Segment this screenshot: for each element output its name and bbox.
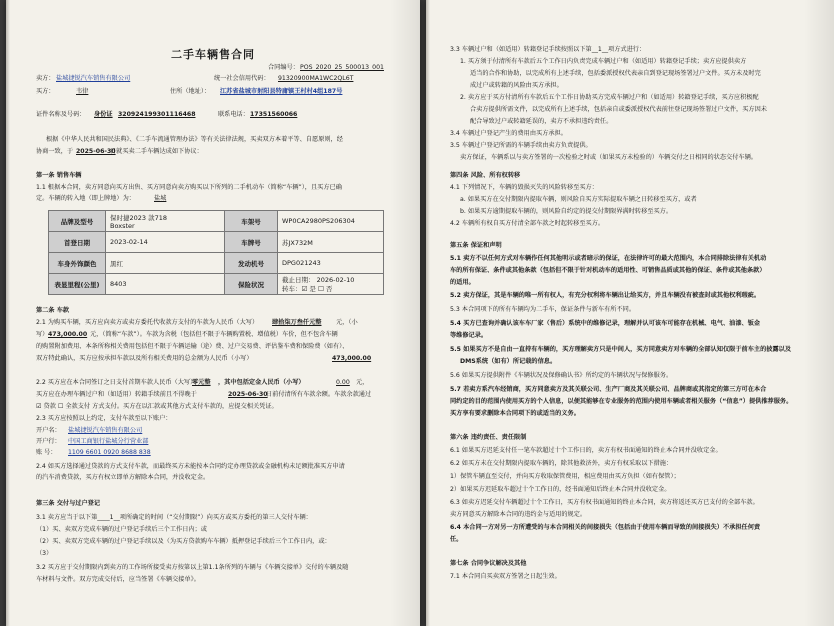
clause-5-5: 5.5 如果买方不是自由一直持有车辆的，买方理解卖方只是中间人，买方同意卖方对车辆的全部认知仅限于前车主的披露以及 (450, 346, 792, 353)
clause-text: 卖方同意买方解除本合同的违约金与适用的规定。 (450, 511, 587, 518)
contract-number-label: 合同编号： (268, 64, 299, 71)
article1-p1: 1.1 根据本合同，卖方同意向买方出售、买方同意向卖方购买以下所列的二手机动车（简称“车辆”），且买方已确 (36, 184, 342, 191)
clause-5-4: 5.4 买方已查询并确认该车车厂家（售后）系统中的维修记录，理解并认可该车可能存在机械、电气、油漆、钣金 (450, 320, 761, 327)
clause-text: 成过户或转籍的风险由买方承担。 (470, 82, 563, 89)
table-cell (106, 211, 225, 232)
bank-label: 开户行： (36, 438, 61, 445)
price-small: 473,000.00 (48, 331, 88, 338)
plate-number: 苏JX732M (278, 232, 384, 253)
id-number: 320924199301116468 (118, 111, 196, 118)
clause-5-3: 5.3 本合同项下的所有车辆均为二手车，保证条件与新车有所不同。 (450, 306, 636, 313)
article2-p5b: ，其中包括定金人民币（小写） (218, 379, 305, 386)
clause-text: 卖方保证，车辆系以与卖方签署的一次检验之时或（如果买方未检验的）车辆交付之日相同的状态交付车辆。 (460, 154, 757, 161)
article2-p6: 买方应在办理车辆过户和（如适用）转籍手续前且不得晚于 (36, 391, 197, 398)
clause-text: b. 如果买方逾期提取车辆的，则风险自约定的提交付期限界满时转移至买方。 (460, 208, 673, 215)
article3-p5: 3.2 买方应于交付期限内到卖方的工作场所接受卖方按第以上第1.1条所列的车辆与《车辆交接单》交付的车辆及随 (36, 564, 349, 571)
bank-name: 中国工商银行盐城分行营业部 (68, 438, 149, 445)
article2-p5a: 2.2 买方应在本合同签订之日支付首期车款人民币（大写） (36, 379, 197, 386)
clause-4-1: 4.1 下列情况下，车辆的毁损灭失的风险转移至买方： (450, 184, 598, 191)
clause-text: 任。 (450, 536, 463, 543)
clause-text: 车的所有保证、条件或其他条款（包括但不限于针对机动车的适用性、可销售品质或其他的保证、条件或其他条款） (450, 267, 766, 274)
preamble-line1: 根据《中华人民共和国民法典》、《二手车流通管理办法》等有关法律法规，买卖双方本着平等、自愿原则，经 (46, 136, 343, 143)
first-registration-date: 2023-02-14 (106, 232, 225, 253)
article3-heading: 第三条 交付与过户登记 (36, 500, 101, 507)
account-name: 盐城捷锐汽车销售有限公司 (68, 427, 143, 434)
table-row (49, 211, 384, 232)
clause-6-1: 6.1 如果买方迟延支付任一笔车款超过十个工作日的，卖方有权书面通知的终止本合同并没收定金。 (450, 447, 722, 454)
contract-page-right (426, 0, 834, 626)
table-header: 车身外饰颜色 (49, 253, 106, 274)
article3-p1: 3.1 卖方应当于以下第____1__项所确定的时间（“交付期限”）向买方或买方委托的第三人交付车辆： (36, 514, 312, 521)
article2-p8: 2.3 买方应按照以上约定，支付车款至以下账户： (36, 415, 172, 422)
clause-3-5: 3.5 车辆过户登记所需的车辆手续由卖方负责提供。 (450, 142, 592, 149)
clause-text: 2）如果买方迟延取车超过十个工作日的，经书面通知后终止本合同并没收定金。 (450, 486, 671, 493)
clause-text: 1. 买方须于付清所有车款后五个工作日内负责完成车辆过户和（如适用）转籍登记手续；卖方应提供卖方 (460, 58, 747, 65)
seller-label: 卖方： (36, 75, 55, 82)
table-header: 品牌及型号 (49, 211, 106, 232)
address: 江苏省盐城市射阳县特庸镇王村村4组187号 (220, 88, 343, 95)
mileage: 8403 (106, 274, 225, 295)
article6-heading: 第六条 违约责任、责任限制 (450, 434, 527, 441)
article2-p1a: 2.1 为购买车辆，买方应向卖方或卖方委托代收款方支付的车款为人民币（大写） (36, 319, 259, 326)
deposit-small: 0.00 (336, 379, 350, 386)
clause-text: 2. 卖方应于买方付清所有车款后五个工作日协助买方完成车辆过户和（如适用）转籍登记手续，买方应积极配 (460, 94, 759, 101)
insurance-transfer: 转车：☑ 是 ☐ 否 (282, 285, 333, 293)
article3-p3: （2）买、卖双方完成车辆的过户登记手续以及（为买方贷款购车车辆）抵押登记手续后三个工作日内，或： (36, 538, 331, 545)
clause-text: 等维修记录。 (450, 332, 488, 339)
payment-method: ☑ 贷款 ☐ 全款支付 方式支付。买方在以汇款或其他方式支付车款的，应提交相关凭证。 (36, 403, 278, 410)
table-row (49, 253, 384, 274)
article2-p2b: 元，（简称“车款”）。车款为含税（包括但不限于车辆购置税、增值税）车价，但不包含车辆 (90, 331, 338, 338)
article2-p3: 的购置附加费用、本条所称相关费用包括但不限于车辆运输（途）费、过户交易费、评估鉴车费和保险费（如有）、 (36, 343, 349, 350)
account-number: 1109 6601 0920 8688 838 (68, 449, 151, 456)
clause-text: 同约定的目的范围内使用买方的个人信息，以便其能够在专业服务的范围内使用车辆或者相关服务（“信息”）提供推荐服务。 (450, 398, 793, 405)
vin: WP0CA2980PS206304 (278, 211, 384, 232)
clause-text: 合卖方提供所需文件，以完成所有上述手续，包括亲自或委派授权代表前往登记现场签署过户文件，买方因未 (470, 106, 767, 113)
vehicle-table (48, 210, 384, 295)
clause-text: 配合导致过户或转籍延误的，卖方不承担违约责任。 (470, 118, 613, 125)
article2-heading: 第二条 车款 (36, 307, 70, 314)
clause-text: 的适用。 (450, 279, 475, 286)
clause-3-3: 3.3 车辆过户和（如适用）转籍登记手续按照以下第__1__项方式进行： (450, 46, 646, 53)
page-shadow (804, 0, 834, 626)
page-shadow (426, 0, 430, 626)
article2-p6b: 日前付清所有车款余额。车款余款通过 (266, 391, 372, 398)
credit-code-label: 统一社会信用代码： (214, 75, 270, 82)
transfer-place: 盐城 (154, 195, 167, 202)
article1-heading: 第一条 销售车辆 (36, 172, 82, 179)
buyer-label: 买方： (36, 88, 55, 95)
table-cell (278, 274, 384, 295)
clause-3-4: 3.4 车辆过户登记产生的费用由买方承担。 (450, 130, 567, 137)
buyer-name: 韦律 (76, 88, 89, 95)
table-header: 首登日期 (49, 232, 106, 253)
table-row (49, 274, 384, 295)
clause-text: 买方享有要求删除本合同项下的或适当的义务。 (450, 410, 580, 417)
clause-6-3: 6.3 如卖方迟延交付车辆超过十个工作日，买方有权书面通知的终止本合同，卖方将返还买方已支付的全部车款。 (450, 499, 759, 506)
article2-p10: 的汽车消费贷款，买方有权立即单方解除本合同，并没收定金。 (36, 474, 210, 481)
table-header: 保险状况 (225, 274, 278, 295)
clause-7-1: 7.1 本合同自买卖双方签署之日起生效。 (450, 573, 561, 580)
clause-5-6: 5.6 如果买方提供附件《车辆状况及保修确认书》所约定的车辆状况与保修服务。 (450, 372, 673, 379)
engine-number: DPG021243 (278, 253, 384, 274)
phone: 17351560066 (250, 111, 298, 118)
table-header: 发动机号 (225, 253, 278, 274)
clause-text: DMS系统（如有）所记载的信息。 (460, 358, 557, 365)
id-type: 身份证 (94, 111, 113, 118)
article2-p1b: 元，（小 (336, 319, 358, 326)
address-label: 住所（地址）： (170, 88, 211, 95)
page-shadow (6, 0, 10, 626)
clause-5-7: 5.7 若卖方系汽车经销商，买方同意卖方及其关联公司、生产厂商及其关联公司、品牌商或其指定的第三方可在本合 (450, 386, 767, 393)
article1-p2: 定。车辆的转入地（即上牌地）为： (36, 195, 135, 202)
clause-6-4: 6.4 本合同一方对另一方所遭受的与本合同相关的间接损失（包括由于使用车辆而导致的间接损失）不承担任何责 (450, 524, 761, 531)
preamble-line2a: 协商一致，于 (36, 148, 74, 155)
preamble-date: 2025-06-30 (76, 148, 116, 155)
credit-code: 91320900MA1WC2QL6T (278, 75, 354, 82)
brand-model: 保时捷2023 款718 (110, 213, 168, 222)
article2-p5c: 元， (356, 379, 369, 386)
seller-name: 盐城捷锐汽车销售有限公司 (56, 75, 131, 82)
insurance-expiry: 截止日期： 2026-02-10 (282, 276, 355, 284)
article7-heading: 第七条 合同争议解决及其他 (450, 560, 527, 567)
clause-text: 1）保管车辆直至交付，并向买方收取保管费用，相应费用由买方负担（如有保管）； (450, 473, 680, 480)
article2-p4: 双方特此确认，买方应按承担车款以及所有相关费用的总金额为人民币（小写） (36, 355, 253, 362)
account-number-label: 账 号： (36, 449, 57, 456)
account-name-label: 开户名： (36, 427, 61, 434)
clause-6-2: 6.2 如买方未在交付期限内提取车辆的，除其他救济外，卖方有权采取以下措施： (450, 460, 673, 467)
balance-deadline: 2025-06-30 (228, 391, 268, 398)
table-row (49, 232, 384, 253)
clause-text: a. 如果买方在交付期限内提取车辆，则风险自买方实际提取车辆之日转移至买方，或者 (460, 196, 697, 203)
down-payment-upper: 零元整 (192, 379, 211, 386)
contract-number: POS_2020_25_500013_001 (300, 64, 384, 71)
page-shadow (390, 0, 420, 626)
clause-4-2: 4.2 车辆所有权自买方付清全部车款之时起转移至买方。 (450, 220, 605, 227)
contract-page-left (6, 0, 420, 626)
article2-p2a: 写） (36, 331, 49, 338)
article4-heading: 第四条 风险、所有权转移 (450, 172, 521, 179)
article5-heading: 第五条 保证和声明 (450, 242, 502, 249)
table-header: 表显里程(公里) (49, 274, 106, 295)
preamble-line2b: 日就买卖二手车辆达成如下协议： (110, 148, 203, 155)
total-amount: 473,000.00 (332, 355, 372, 362)
table-header: 车架号 (225, 211, 278, 232)
article3-p2: （1）买、卖双方完成车辆的过户登记手续后三个工作日内；或 (36, 526, 207, 533)
table-header: 车牌号 (225, 232, 278, 253)
brand-model-sub: Boxster (110, 221, 135, 230)
exterior-color: 黑红 (106, 253, 225, 274)
clause-text: 适当的合作和协助，以完成所有上述手续，包括委派授权代表亲自到登记现场签署过户文件。买方未及时完 (470, 70, 761, 77)
clause-5-1: 5.1 卖方不以任何方式对车辆作任何其他明示或者暗示的保证，在法律许可的最大范围内，本合同排除法律有关机动 (450, 255, 767, 262)
id-label: 证件名称及号码： (36, 111, 86, 118)
price-upper: 肆拾柒万叁仟元整 (272, 319, 322, 326)
clause-5-2: 5.2 卖方保证，其是车辆的唯一所有权人，有充分权利将车辆出让给买方，并且车辆没有被查封或其他权利瑕疵。 (450, 292, 761, 299)
article3-p6: 车材料与文件。双方完成交付后，应当签署《车辆交接单》。 (36, 576, 200, 583)
phone-label: 联系电话： (218, 111, 249, 118)
contract-title: 二手车辆售合同 (171, 48, 255, 61)
article3-p4: （3） (36, 550, 53, 557)
article2-p9: 2.4 如买方选择通过贷款的方式支付车款，而最终买方未能按本合同约定办理贷款或金融机构未足额批准买方申请 (36, 463, 345, 470)
